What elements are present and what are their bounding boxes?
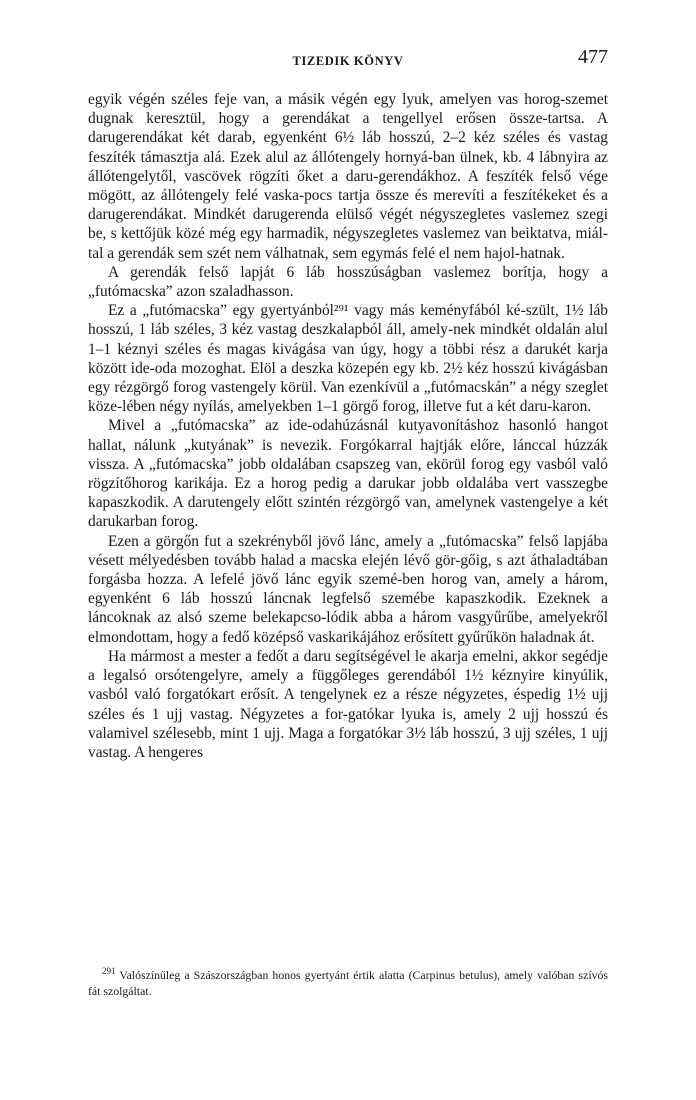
page-number: 477 (578, 46, 608, 68)
paragraph-5: Ezen a görgőn fut a szekrényből jövő lánc, amely a „futómacska” felső lapjába vésett mélyedésben tovább halad a macska elején lévő gör-gőig, s azt áthaladtában forgásba hozza. A lefelé jövő lánc egyik szemé-ben horog van, amely a három, egyenként 6 láb hosszú láncnak legfelső szemébe kapaszkodik. Ezeknek a láncoknak az alsó szeme belekapcso-lódik abba a három vasgyűrűbe, amelyekről elmondottam, hogy a fedő középső vaskarikájához erősített gyűrűkön haladnak át. (88, 532, 608, 646)
paragraph-1: egyik végén széles feje van, a másik végén egy lyuk, amelyen vas horog-szemet dugnak keresztül, hogy a gerendákat a tengellyel erősen össze-tartsa. A darugerendákat két darab, egyenként 6½ láb hosszú, 2–2 kéz széles és vastag feszíték támasztja alá. Ezek alul az állótengely hornyá-ban ülnek, kb. 4 lábnyira az állótengelytől, vascövek rögzíti őket a daru-gerendákhoz. A feszíték felső vége mögött, az állótengely felé vaska-pocs tartja össze és merevíti a feszítékeket és a darugerendákat. Mindkét darugerenda elülső végét négyszegletes vaslemez szegi be, s kettőjük közé még egy harmadik, négyszegletes vaslemez van beiktatva, miál-tal a gerendák sem szét nem válhatnak, sem egymás felé el nem hajol-hatnak. (88, 91, 608, 262)
paragraph-3: Ez a „futómacska” egy gyertyánból²⁹¹ vagy más keményfából ké-szült, 1½ láb hosszú, 1 láb széles, 3 kéz vastag deszkalapból áll, amely-nek mindkét oldalán alul 1–1 kéznyi széles és magas kivágása van úgy, hogy a többi rész a darukét karja között ide-oda mozoghat. Elöl a deszka közepén egy kb. 2½ kéz hosszú kivágásban egy rézgörgő forog vastengely körül. Van ezenkívül a „futómacskán” a négy szeglet köze-lében négy nyílás, amelyekben 1–1 görgő forog, illetve fut a két daru-karon. (88, 302, 608, 416)
footnote (88, 968, 608, 999)
body-text (88, 90, 608, 762)
paragraph-4: Mivel a „futómacska” az ide-odahúzásnál kutyavonításhoz hasonló hangot hallat, nálunk „kutyának” is nevezik. Forgókarral hajtják előre, lánccal húzzák vissza. A „futómacska” jobb oldalában csapszeg van, ekörül forog egy vasból való rögzítőhorog karikája. Ez a horog pedig a darukar jobb oldalába vert vasszegbe kapaszkodik. A darutengely előtt szintén rézgörgő van, amelynek vastengelye a két darukarban forog. (88, 417, 608, 531)
running-title: TIZEDIK KÖNYV (292, 54, 404, 68)
page (88, 46, 608, 762)
running-head (88, 46, 608, 76)
paragraph-6: Ha mármost a mester a fedőt a daru segítségével le akarja emelni, akkor segédje a legalsó orsótengelyre, amely a függőleges gerendából 1½ kéznyire kinyúlik, vasból való forgatókart erősít. A tengelynek ez a része négyzetes, éspedig 1½ ujj széles és 1 ujj vastag. Négyzetes a for-gatókar lyuka is, amely 2 ujj hosszú és valamivel szélesebb, mint 1 ujj. Maga a forgatókar 3½ láb hosszú, 3 ujj széles, 1 ujj vastag. A hengeres (88, 647, 608, 761)
footnote-text: Valószínűleg a Szászországban honos gyertyánt értik alatta (Carpinus betulus), amely valóban szívós fát szolgáltat. (88, 968, 608, 998)
footnote-number: 291 (102, 966, 116, 976)
paragraph-2: A gerendák felső lapját 6 láb hosszúságban vaslemez borítja, hogy a „futómacska” azon szaladhasson. (88, 263, 608, 301)
